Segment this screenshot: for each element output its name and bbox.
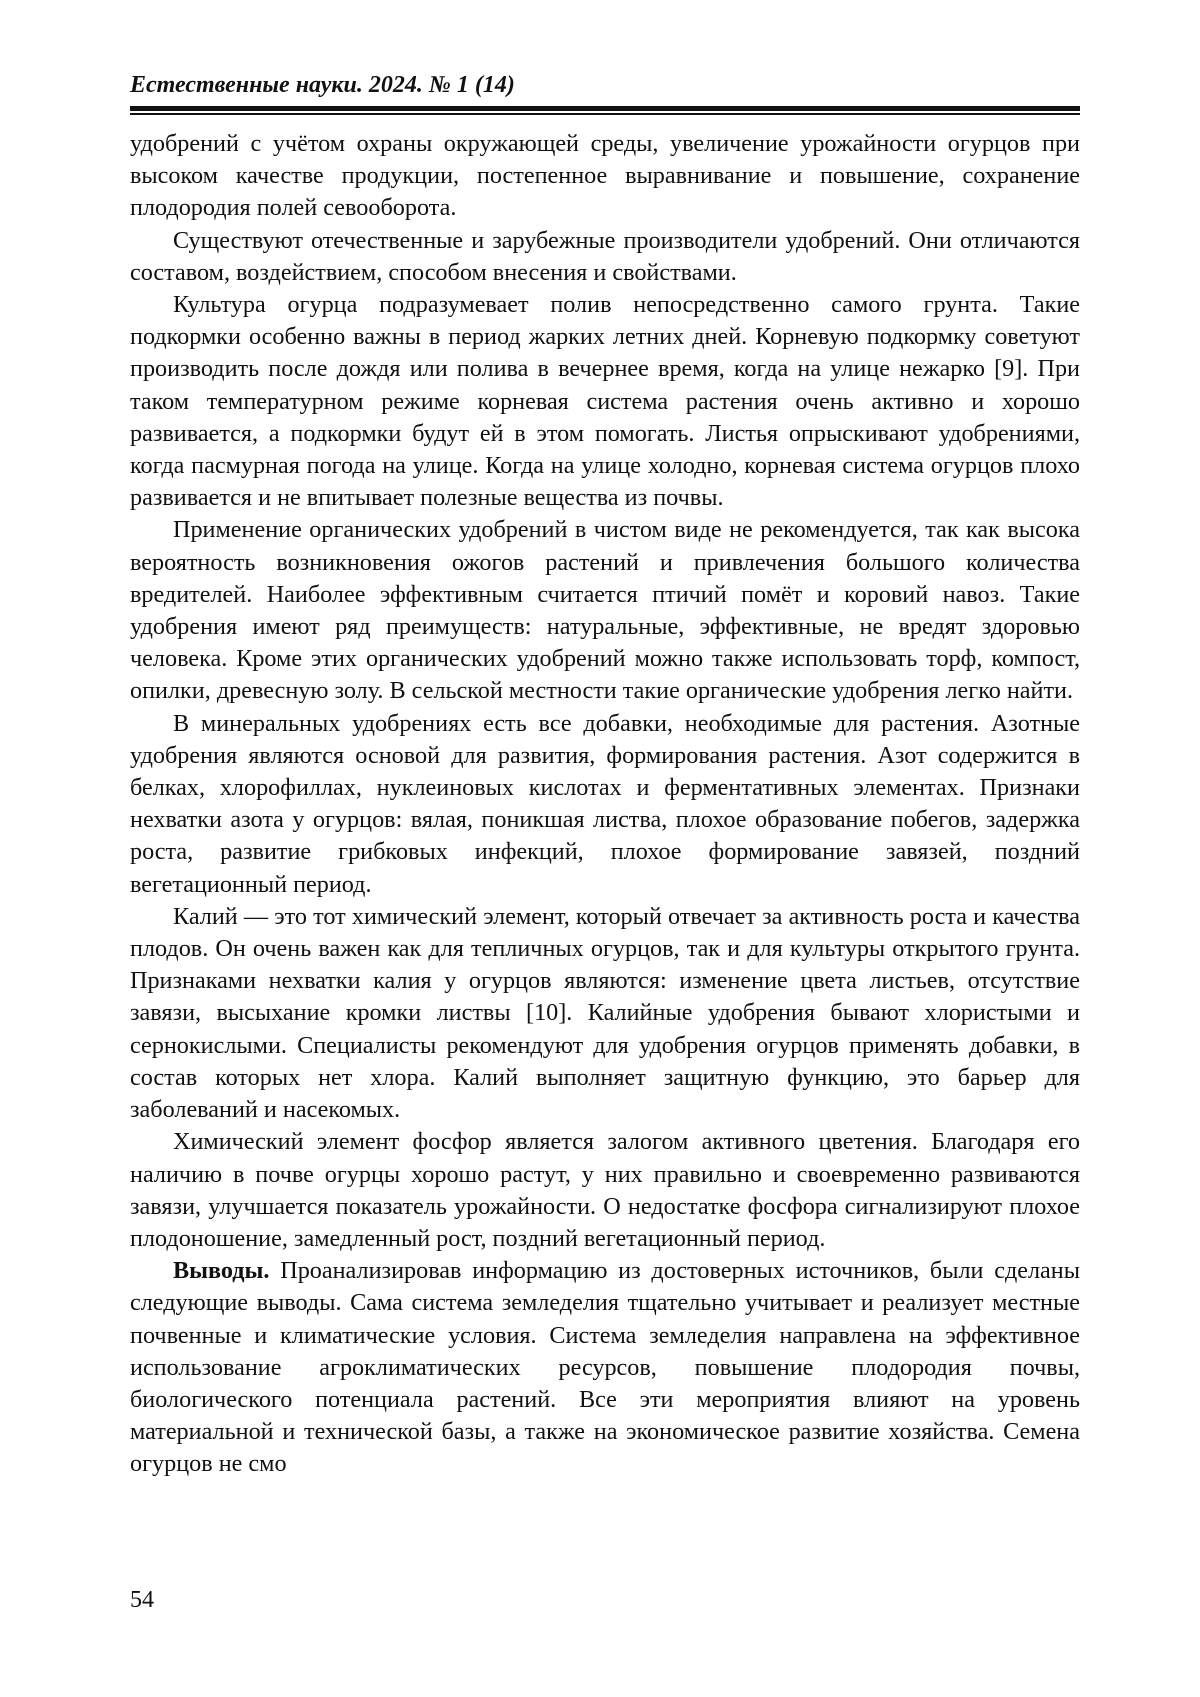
paragraph	[130, 708, 1080, 901]
page-header	[130, 70, 1080, 115]
page-number: 54	[130, 1585, 154, 1615]
paragraph-text: Калий — это тот химический элемент, который отвечает за активность роста и качества плодов. Он очень важен как для тепличных огурцов, так и для культуры открытого грунта. Признаками нехватки калия у огурцов яв­ляются: изменение цвета листьев, отсутствие завязи, высыхание кромки листвы [10]. Калийные удобрения бывают хлористыми и сернокислыми. Специалисты рекомендуют для удобрения огурцов применять добавки, в со­став которых нет хлора. Калий выполняет защитную функцию, это барьер для заболеваний и насекомых.	[130, 903, 1080, 1123]
article-body	[130, 128, 1080, 1481]
conclusions-paragraph	[130, 1255, 1080, 1480]
paragraph-text: Химический элемент фосфор является залогом активного цветения. Бла­годаря его наличию в почве огурцы хорошо растут, у них правильно и свое­временно развиваются завязи, улучшается показатель урожайности. О недо­статке фосфора сигнализируют плохое плодоношение, замедленный рост, поздний вегетационный период.	[130, 1128, 1080, 1252]
paragraph	[130, 901, 1080, 1126]
paragraph	[130, 514, 1080, 707]
paragraph-text: Проанализировав информацию из достоверных источников, были сделаны следующие выводы. Сама система земледелия тщательно учи­тывает и реализует местные почвенные и климатические условия. Система земледелия направлена на эффективное использование агроклиматических ресурсов, повышение плодородия почвы, биологического потенциала расте­ний. Все эти мероприятия влияют на уровень материальной и технической базы, а также на экономическое развитие хозяйства. Семена огурцов не смо­	[130, 1257, 1080, 1477]
paragraph-text: Существуют отечественные и зарубежные производители удобрений. Они отличаются составом, воздействием, способом внесения и свойствами.	[130, 227, 1080, 286]
paragraph-text: Применение органических удобрений в чистом виде не рекомендуется, так как высока вероятность возникновения ожогов растений и привлечения большого количества вредителей. Наиболее эффективным считается птичий помёт и коровий навоз. Такие удобрения имеют ряд преимуществ: натураль­ные, эффективные, не вредят здоровью человека. Кроме этих органических удобрений можно также использовать торф, компост, опилки, древесную золу. В сельской местности такие органические удобрения легко найти.	[130, 516, 1080, 704]
paragraph-text: В минеральных удобрениях есть все добавки, необходимые для растения. Азотные удобрения являются основой для развития, формирования растения. Азот содержится в белках, хлорофиллах, нуклеиновых кислотах и фермента­тивных элементах. Признаки нехватки азота у огурцов: вялая, поникшая листва, плохое образование побегов, задержка роста, развитие грибковых инфекций, плохое формирование завязей, поздний вегетационный период.	[130, 710, 1080, 898]
paragraph-text: удобрений с учётом охраны окружающей среды, увеличение урожайности огурцов при высоком качестве продукции, постепенное выравнивание и по­вышение, сохранение плодородия полей севооборота.	[130, 130, 1080, 221]
paragraph	[130, 128, 1080, 225]
header-rule-thin	[130, 113, 1080, 115]
journal-title: Естественные науки. 2024. № 1 (14)	[130, 70, 1080, 100]
paragraph	[130, 1126, 1080, 1255]
conclusions-heading: Выводы.	[173, 1257, 269, 1284]
header-rule-thick	[130, 106, 1080, 111]
paragraph	[130, 225, 1080, 289]
paragraph	[130, 289, 1080, 514]
paragraph-text: Культура огурца подразумевает полив непосредственно самого грунта. Такие подкормки особенно важны в период жарких летних дней. Корневую подкормку советуют производить после дождя или полива в вечернее время, когда на улице нежарко [9]. При таком температурном режиме корневая си­стема растения очень активно и хорошо развивается, а подкормки будут ей в этом помогать. Листья опрыскивают удобрениями, когда пасмурная по­года на улице. Когда на улице холодно, корневая система огурцов плохо раз­вивается и не впитывает полезные вещества из почвы.	[130, 291, 1080, 511]
